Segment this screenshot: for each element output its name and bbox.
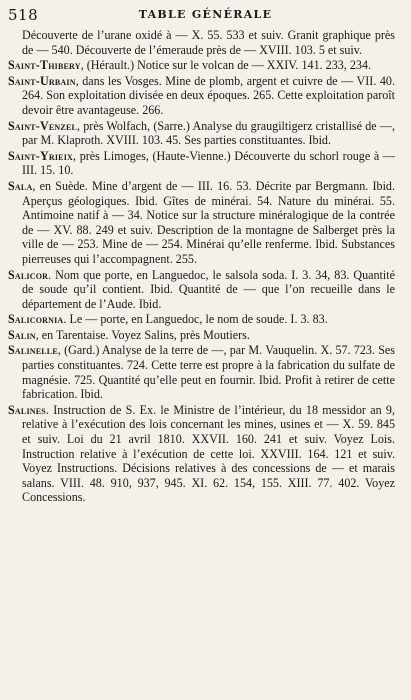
entry-heading: Salinelle (8, 343, 58, 358)
running-head: TABLE GÉNÉRALE (138, 8, 273, 21)
index-entry-saint-yrieix (8, 149, 395, 178)
index-entry-salicor (8, 268, 395, 312)
page-header (8, 6, 395, 28)
entry-text: , (Gard.) Analyse de la terre de —, par M. Vauquelin. X. 57. 723. Ses parties constituantes. 724. Cette terre est propre à la fabrication du sulfate de magnésie. 725. Quantité qu’elle peut en fournir. Ibid. Profit à retirer de cette fabrication. Ibid. (22, 343, 395, 402)
entry-text: , près Wolfach, (Sarre.) Analyse du graugiltigerz cristallisé de —, par M. Klaproth. XVIII. 103. 45. Ses parties constituantes. Ibid. (22, 118, 395, 148)
entry-heading: Saint-Yrieix (8, 148, 74, 163)
entry-text: Découverte de l’urane oxidé à — X. 55. 533 et suiv. Granit graphique près de — 540. Découverte de l’émeraude près de — XVIII. 103. 5 et suiv. (22, 28, 395, 57)
index-entry-saint-urbain (8, 74, 395, 118)
entry-text: , en Suède. Mine d’argent de — III. 16. 53. Décrite par Bergmann. Ibid. Aperçus géologiques. Ibid. Gîtes de minérai. 54. Nature du minérai. 55. Antimoine natif à — 34. Notice sur la structure minéralogique de la contrée de — XV. 88. 249 et suiv. Description de la montagne de Salberget près la ville de — 253. Mine de — 254. Minérai qu’elle renferme. Ibid. Substances pierreuses qui l’accompagnent. 255. (22, 178, 395, 266)
entry-heading: Salicor (8, 267, 49, 282)
entry-heading: Saint-Thibery (8, 58, 81, 73)
entry-heading: Salines (8, 402, 46, 417)
entry-text: , (Hérault.) Notice sur le volcan de — XXIV. 141. 233, 234. (80, 58, 372, 73)
index-entry-salicornia (8, 312, 395, 327)
entry-heading: Salicornia (8, 312, 64, 327)
entry-text: , près Limoges, (Haute-Vienne.) Découverte du schorl rouge à — III. 15. 10. (22, 148, 395, 178)
entry-text: , dans les Vosges. Mine de plomb, argent et cuivre de — VII. 40. 264. Son exploitation divisée en deux époques. 265. Cette exploitation paroît devoir être avantageuse. 266. (22, 73, 395, 117)
entry-heading: Sala (8, 178, 33, 193)
entry-text: . Le — porte, en Languedoc, le nom de soude. I. 3. 83. (63, 312, 328, 327)
entry-text: . Instruction de S. Ex. le Ministre de l’intérieur, du 18 messidor an 9, relative à l’exécution des lois concernant les mines, usines et — X. 59. 845 et suiv. Loi du 21 avril 1810. XXVII. 160. 241 et suiv. Voyez Lois. Instruction relative à l’exécution de cette loi. XXVIII. 164. 121 et suiv. Voyez Instructions. Décisions relatives à des concessions de — et marais salans. VIII. 48. 910, 937, 945. XI. 62. 154, 155. XIII. 77. 402. Voyez Concessions. (22, 402, 395, 505)
index-entry-saint-thibery (8, 58, 395, 73)
index-entry-salines (8, 403, 395, 505)
index-entry-salin (8, 328, 395, 343)
entry-text: , en Tarentaise. Voyez Salins, près Moutiers. (35, 327, 250, 342)
index-entry-salinelle (8, 343, 395, 401)
entry-heading: Saint-Venzel (8, 118, 78, 133)
page-number: 518 (8, 6, 39, 24)
index-entry-saint-venzel (8, 119, 395, 148)
index-entry-continuation (8, 28, 395, 57)
entry-heading: Salin (8, 327, 36, 342)
entry-text: . Nom que porte, en Languedoc, le salsola soda. I. 3. 34, 83. Quantité de soude qu’il contient. Ibid. Quantité de — que l’on recueille dans le département de l’Aude. Ibid. (22, 267, 395, 311)
entry-heading: Saint-Urbain (8, 73, 76, 88)
index-entry-sala (8, 179, 395, 267)
index-entries (8, 28, 395, 505)
